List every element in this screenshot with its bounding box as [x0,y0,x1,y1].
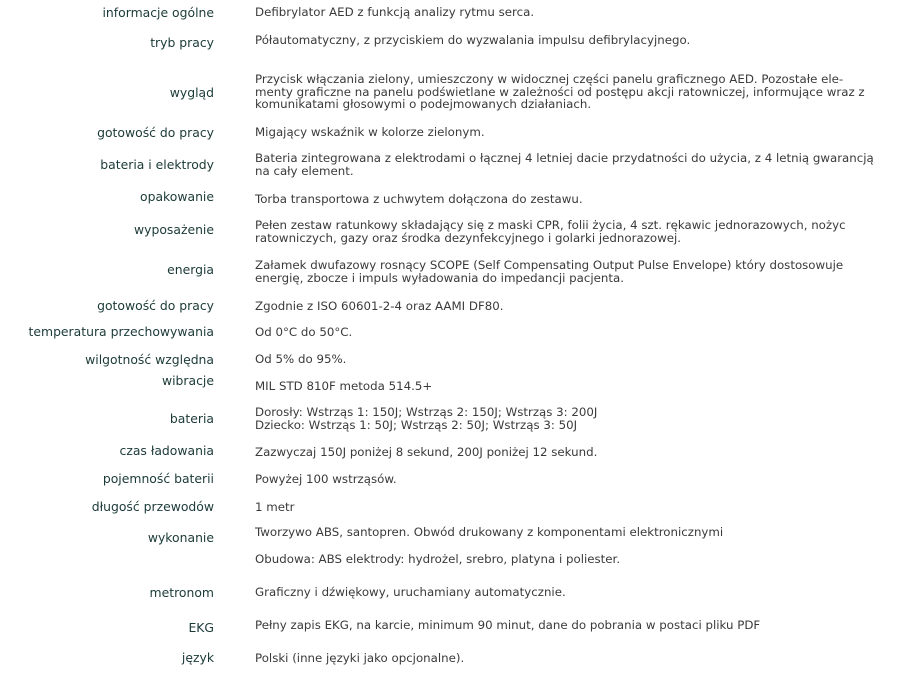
spec-value [255,34,891,47]
spec-value-line: Od 0°C do 50°C. [255,325,353,339]
spec-label: wilgotność względna [85,352,214,367]
spec-value-line: Od 5% do 95%. [255,352,347,366]
spec-value-line: na cały element. [255,163,354,178]
spec-value-line: Dziecko: Wstrząs 1: 50J; Wstrząs 2: 50J; Wstrząs 3: 50J [255,417,578,432]
spec-value-line: komunikatami głosowymi o podejmowanych działaniach. [255,97,592,112]
spec-value-line: menty graficzne na panelu podświetlane w zależności od postępu akcji ratowniczej, informujące wraz z [255,84,865,99]
spec-value-line: Obudowa: ABS elektrody: hydrożel, srebro, platyna i poliester. [255,551,621,566]
spec-label: wibracje [161,373,214,388]
spec-value-line: Defibrylator AED z funkcją analizy rytmu serca. [255,5,535,19]
spec-value-gap [255,539,891,553]
spec-value [255,326,891,339]
spec-value-line: MIL STD 810F metoda 514.5+ [255,379,433,393]
spec-value [255,501,891,514]
spec-value [255,473,891,486]
spec-value [255,406,891,431]
spec-label: energia [167,262,214,277]
spec-value-line: Powyżej 100 wstrząsów. [255,472,397,486]
spec-value [255,193,891,206]
spec-value-line: Dorosły: Wstrząs 1: 150J; Wstrząs 2: 150J; Wstrząs 3: 200J [255,405,598,419]
spec-value [255,300,891,313]
spec-value-line: Torba transportowa z uchwytem dołączona do zestawu. [255,192,583,206]
spec-value [255,259,891,284]
spec-value-line: Pełny zapis EKG, na karcie, minimum 90 minut, dane do pobrania w postaci pliku PDF [255,618,761,632]
spec-value [255,6,891,19]
spec-label: czas ładowania [119,443,214,458]
spec-value [255,380,891,393]
spec-value-line: Migający wskaźnik w kolorze zielonym. [255,125,485,139]
spec-value-line: Półautomatyczny, z przyciskiem do wyzwalania impulsu defibrylacyjnego. [255,33,691,47]
spec-label: gotowość do pracy [97,298,214,313]
spec-value-line: Tworzywo ABS, santopren. Obwód drukowany z komponentami elektronicznymi [255,525,724,539]
spec-label: wyposażenie [133,222,214,237]
spec-label: temperatura przechowywania [28,324,214,339]
spec-value [255,619,891,632]
spec-value [255,446,891,459]
spec-label: długość przewodów [91,499,214,514]
spec-label: język [181,650,214,665]
spec-value [255,652,891,665]
spec-value-line: ratowniczych, gazy oraz środka dezynfekcyjnego i golarki jednorazowej. [255,230,682,245]
spec-value-line: 1 metr [255,500,295,514]
spec-value-line: Załamek dwufazowy rosnący SCOPE (Self Compensating Output Pulse Envelope) który dostosowuje [255,258,844,272]
spec-value [255,73,891,111]
spec-value-line: Pełen zestaw ratunkowy składający się z maski CPR, folii życia, 4 szt. rękawic jednorazowych, nożyc [255,218,846,232]
spec-value-line: Zazwyczaj 150J poniżej 8 sekund, 200J poniżej 12 sekund. [255,445,598,459]
spec-value [255,526,891,565]
spec-label: wygląd [169,85,214,100]
spec-value [255,586,891,599]
spec-label: bateria i elektrody [100,157,214,172]
spec-label: EKG [188,620,214,635]
spec-value-line: Bateria zintegrowana z elektrodami o łącznej 4 letniej dacie przydatności do użycia, z 4 letnią gwarancją [255,151,874,165]
spec-value [255,126,891,139]
spec-value [255,219,891,244]
spec-value-line: Graficzny i dźwiękowy, uruchamiany automatycznie. [255,585,566,599]
spec-label: bateria [169,411,214,426]
spec-label: gotowość do pracy [97,125,214,140]
spec-value-line: Polski (inne języki jako opcjonalne). [255,651,465,665]
spec-value [255,353,891,366]
spec-value-line: Zgodnie z ISO 60601-2-4 oraz AAMI DF80. [255,299,504,313]
spec-label: opakowanie [140,189,214,204]
spec-value-line: Przycisk włączania zielony, umieszczony w widocznej części panelu graficznego AED. Pozostałe ele- [255,72,844,86]
spec-label: metronom [149,585,214,600]
spec-value [255,152,891,177]
spec-label: wykonanie [147,530,214,545]
spec-label: tryb pracy [150,35,214,50]
spec-label: informacje ogólne [102,5,214,20]
spec-value-line: energię, zbocze i impuls wyładowania do impedancji pacjenta. [255,270,624,285]
spec-label: pojemność baterii [102,471,214,486]
